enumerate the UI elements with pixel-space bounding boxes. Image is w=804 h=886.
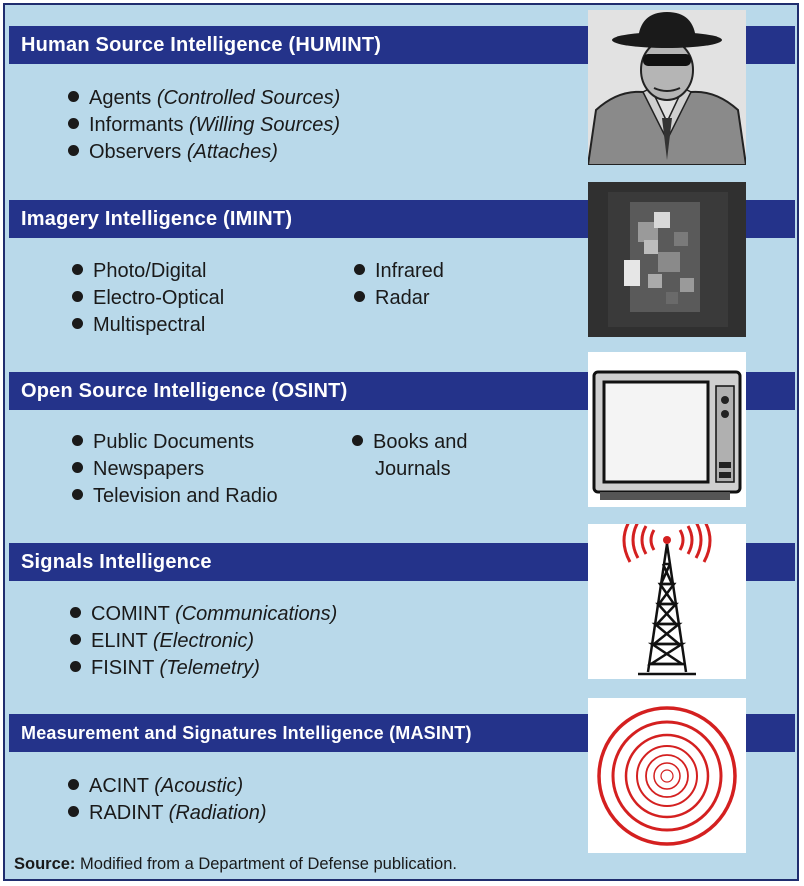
section-title: Imagery Intelligence (IMINT) — [21, 207, 293, 230]
list-item-continuation: Journals — [375, 458, 451, 480]
list-item: Television and Radio — [72, 485, 278, 508]
list-item: ACINT (Acoustic) — [68, 775, 243, 798]
bullet-icon — [354, 264, 365, 275]
list-item: RADINT (Radiation) — [68, 802, 266, 825]
list-item: Radar — [354, 287, 429, 310]
list-item: COMINT (Communications) — [70, 603, 337, 626]
bullet-icon — [72, 489, 83, 500]
radio-tower-icon — [588, 524, 746, 679]
list-item: Newspapers — [72, 458, 204, 481]
bullet-icon — [72, 462, 83, 473]
bullet-icon — [72, 318, 83, 329]
list-item: FISINT (Telemetry) — [70, 657, 260, 680]
list-item: Agents (Controlled Sources) — [68, 87, 340, 110]
source-note: Source: Modified from a Department of Defense publication. — [14, 855, 457, 873]
bullet-icon — [354, 291, 365, 302]
bullet-icon — [68, 91, 79, 102]
list-item: Photo/Digital — [72, 260, 206, 283]
section-title: Human Source Intelligence (HUMINT) — [21, 33, 382, 56]
spy-icon — [588, 10, 746, 165]
list-item: Electro-Optical — [72, 287, 224, 310]
section-title: Measurement and Signatures Intelligence (MASINT) — [21, 722, 472, 743]
bullet-icon — [72, 435, 83, 446]
infrared-image-icon — [588, 182, 746, 337]
bullet-icon — [72, 264, 83, 275]
list-item: Books and — [352, 431, 468, 454]
concentric-rings-icon — [588, 698, 746, 853]
list-item: ELINT (Electronic) — [70, 630, 254, 653]
list-item: Observers (Attaches) — [68, 141, 278, 164]
bullet-icon — [70, 634, 81, 645]
bullet-icon — [70, 661, 81, 672]
list-item: Infrared — [354, 260, 444, 283]
bullet-icon — [68, 118, 79, 129]
bullet-icon — [352, 435, 363, 446]
bullet-icon — [68, 806, 79, 817]
bullet-icon — [70, 607, 81, 618]
list-item: Public Documents — [72, 431, 254, 454]
list-item: Multispectral — [72, 314, 205, 337]
section-title: Open Source Intelligence (OSINT) — [21, 379, 348, 402]
section-title: Signals Intelligence — [21, 550, 212, 573]
bullet-icon — [68, 779, 79, 790]
television-icon — [588, 352, 746, 507]
bullet-icon — [68, 145, 79, 156]
bullet-icon — [72, 291, 83, 302]
list-item: Informants (Willing Sources) — [68, 114, 340, 137]
